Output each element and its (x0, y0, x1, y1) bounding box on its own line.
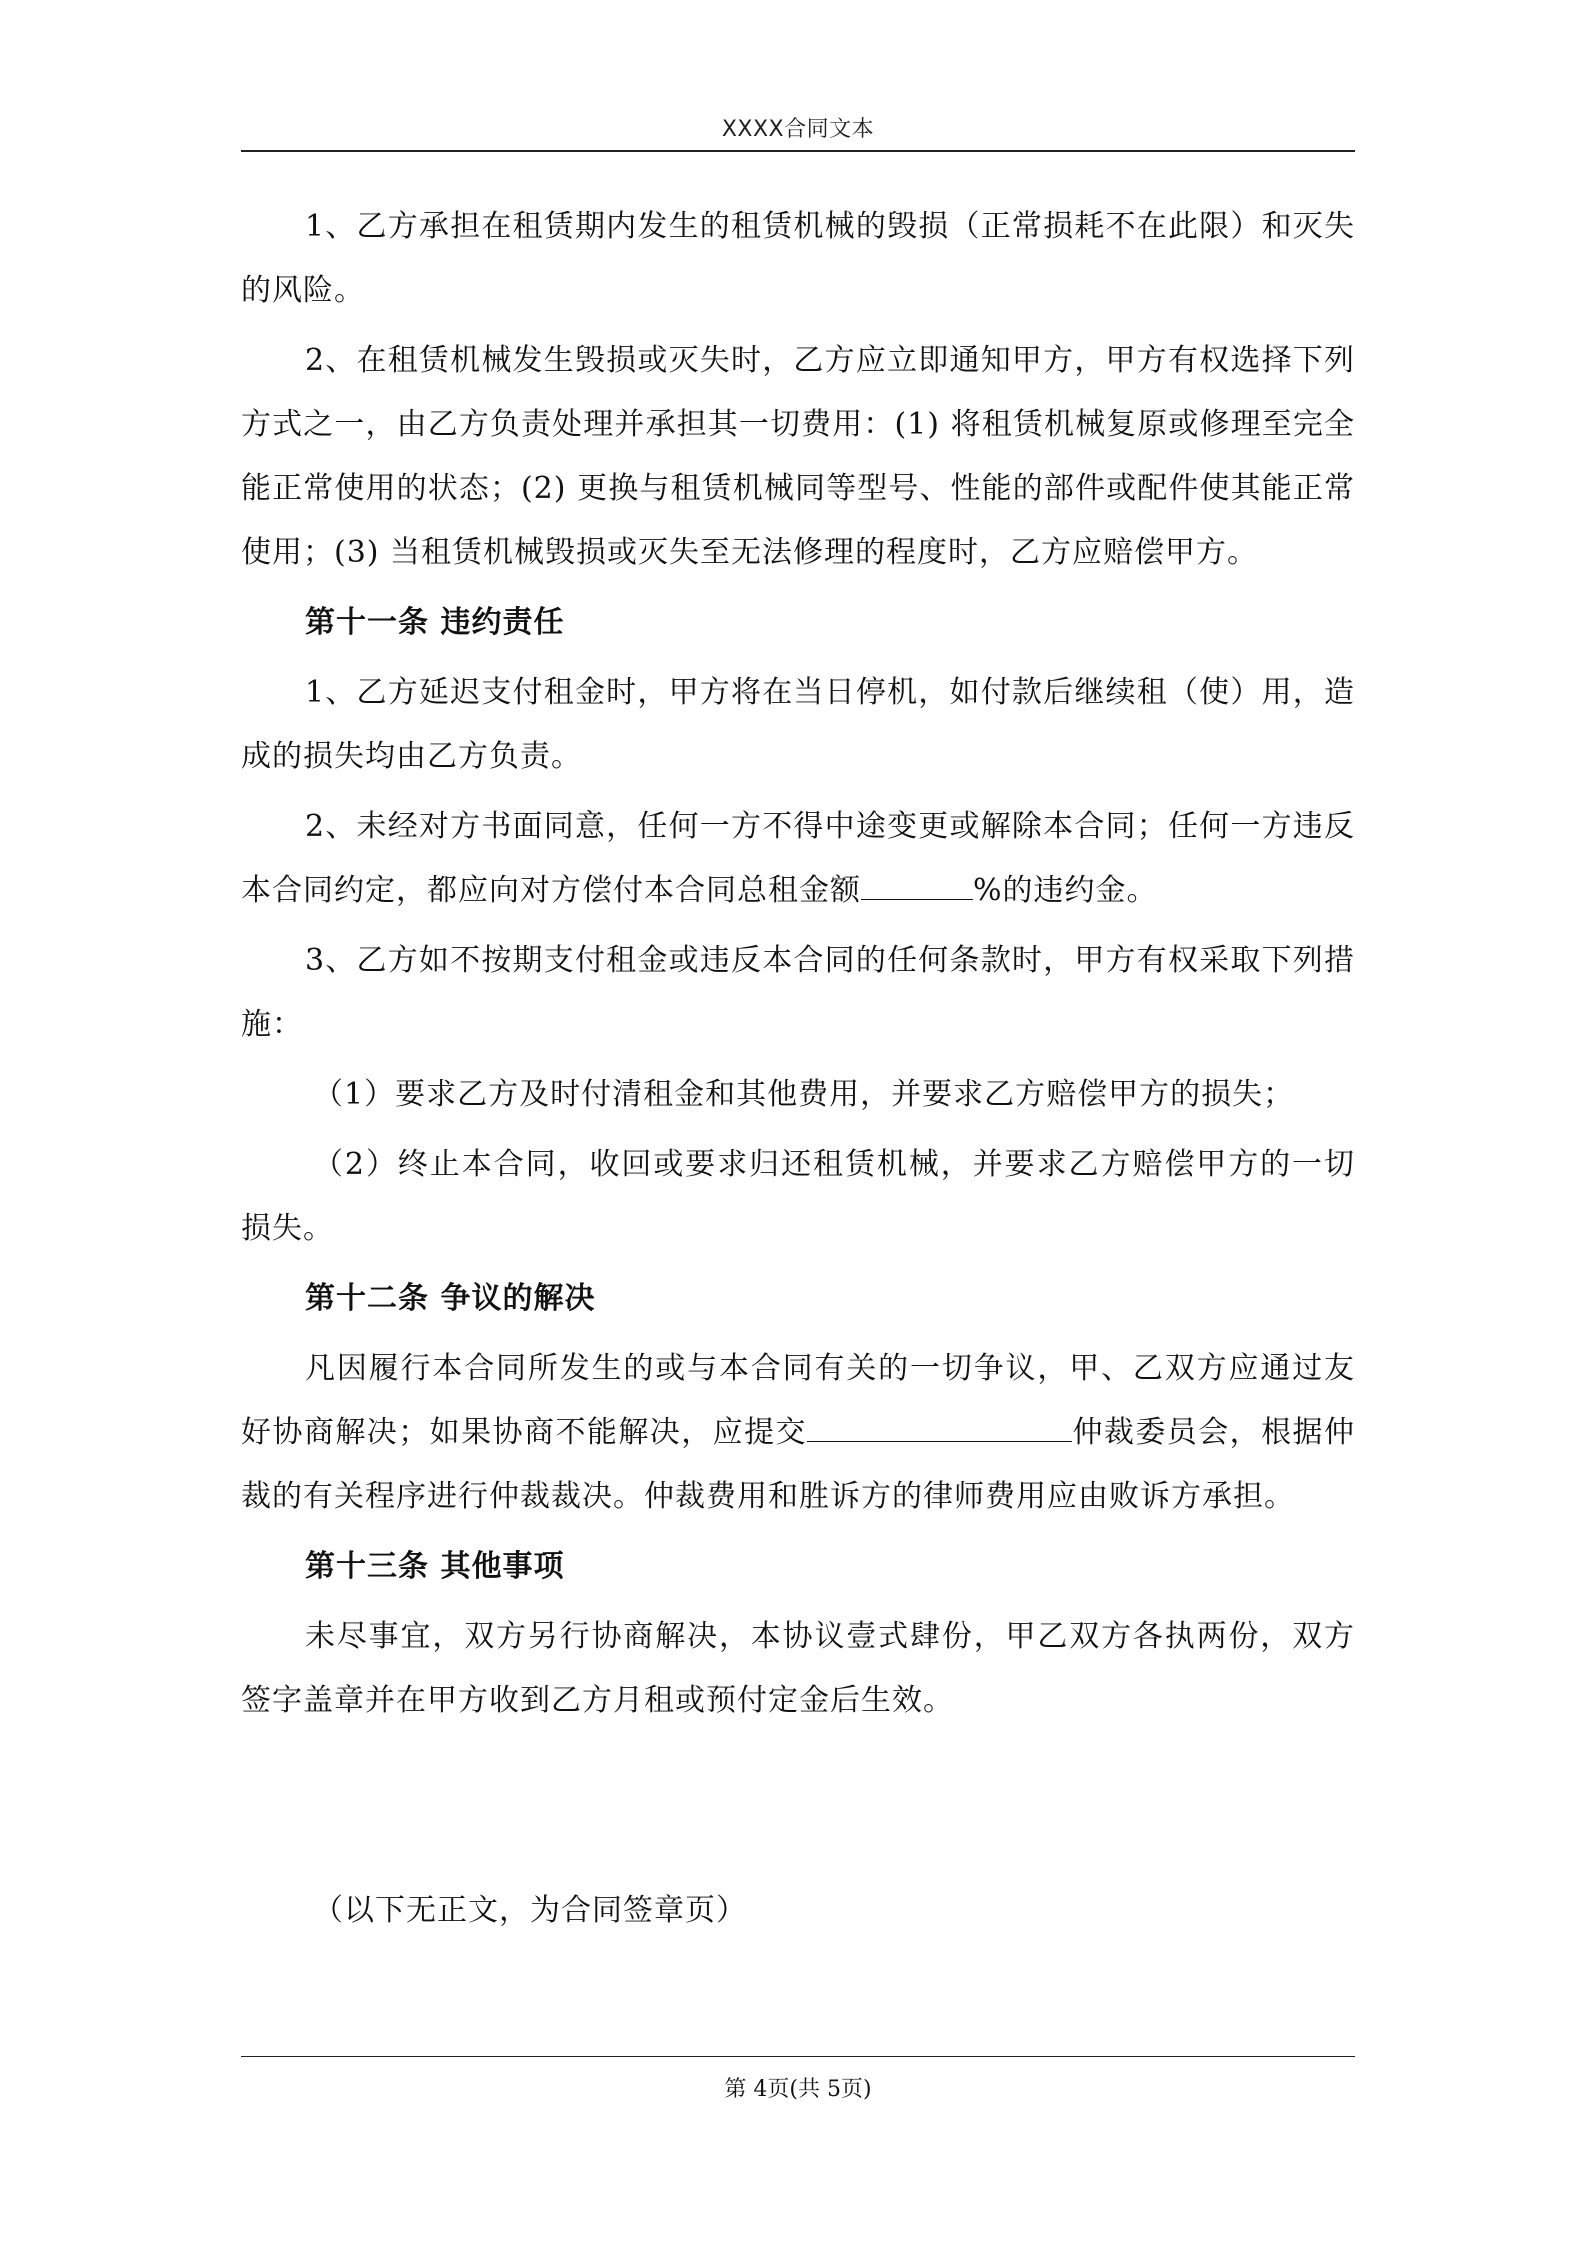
arbitration-committee-blank[interactable] (807, 1407, 1072, 1442)
paragraph-risk: 1、乙方承担在租赁期内发生的租赁机械的毁损（正常损耗不在此限）和灭失的风险。 (241, 209, 1355, 308)
paragraph-damage-handling: 2、在租赁机械发生毁损或灭失时，乙方应立即通知甲方，甲方有权选择下列方式之一，由乙方负责处理并承担其一切费用：(1) 将租赁机械复原或修理至完全能正常使用的状态；(2) 更换与租赁机械同等型号、性能的部件或配件使其能正常使用；(3) 当租赁机械毁损或灭失至无法修理的程度时，乙方应赔偿甲方。 (241, 343, 1355, 570)
article-11-clause-1: 1、乙方延迟支付租金时，甲方将在当日停机，如付款后继续租（使）用，造成的损失均由乙方负责。 (241, 675, 1355, 774)
penalty-percent-blank[interactable] (861, 865, 973, 900)
article-11-clause-2-tail: %的违约金。 (973, 873, 1158, 908)
article-13-heading: 第十三条 其他事项 (305, 1549, 565, 1584)
closing-note: （以下无正文，为合同签章页） (313, 1893, 747, 1928)
article-11-measure-1: （1）要求乙方及时付清租金和其他费用，并要求乙方赔偿甲方的损失； (313, 1077, 1295, 1112)
article-12-clause-tail: 仲裁委员会，根据仲裁的有关程序进行仲裁裁决。仲裁费用和胜诉方的律师费用应由败诉方承担。 (241, 1415, 1355, 1514)
article-11-measure-2: （2）终止本合同，收回或要求归还租赁机械，并要求乙方赔偿甲方的一切损失。 (241, 1147, 1355, 1246)
blank-space (241, 1739, 1355, 1879)
header-divider (241, 150, 1355, 152)
article-12-heading: 第十二条 争议的解决 (305, 1281, 596, 1316)
page-header-title: XXXX合同文本 (721, 117, 875, 142)
article-13-clause: 未尽事宜，双方另行协商解决，本协议壹式肆份，甲乙双方各执两份，双方签字盖章并在甲方收到乙方月租或预付定金后生效。 (241, 1619, 1355, 1718)
article-11-clause-3: 3、乙方如不按期支付租金或违反本合同的任何条款时，甲方有权采取下列措施： (241, 943, 1355, 1042)
article-11-clause-2-text: 2、未经对方书面同意，任何一方不得中途变更或解除本合同；任何一方违反本合同约定，都应向对方偿付本合同总租金额 (241, 809, 1355, 908)
page-number: 第 4页(共 5页) (724, 2077, 872, 2102)
footer-divider (241, 2056, 1355, 2057)
article-12-clause-text: 凡因履行本合同所发生的或与本合同有关的一切争议，甲、乙双方应通过友好协商解决；如果协商不能解决，应提交 (241, 1351, 1355, 1450)
article-11-heading: 第十一条 违约责任 (305, 605, 565, 640)
article-12-clause (241, 1337, 1355, 1529)
document-body (241, 195, 1355, 1949)
article-11-clause-2 (241, 795, 1355, 923)
